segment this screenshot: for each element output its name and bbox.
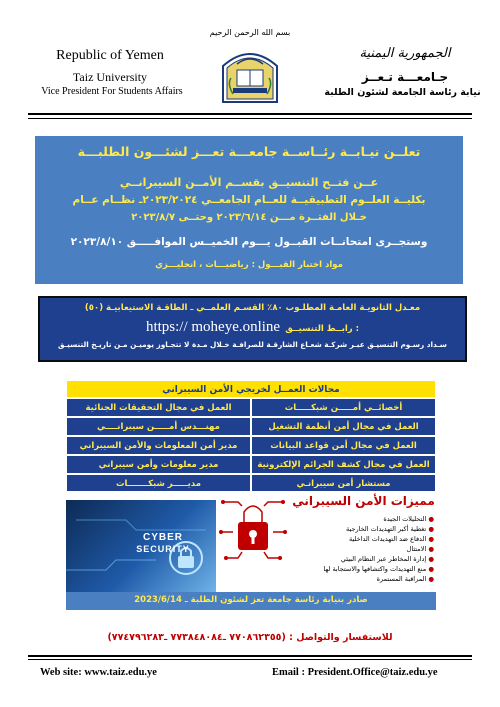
contact-text: للاستفسار والتواصل : (٧٧٠٨٦٢٣٥٥ ـ٧٧٣٨٤٨٠٨٤ ـ٧٧٤٧٩٦٢٨٣) xyxy=(107,632,393,643)
announcement-box xyxy=(35,136,463,284)
header-divider xyxy=(28,113,472,115)
announcement-line-2: بكليــة العلــوم التطبيقيــة للعــام الجامعــي ٢٠٢٣/٢٠٢٤ـ نظــام عــام xyxy=(72,194,426,206)
footer-divider-thin xyxy=(28,659,472,660)
bullet-icon: ● xyxy=(426,535,434,543)
basmala: بسم الله الرحمن الرحيم xyxy=(209,28,291,37)
career-field-cell: العمل في مجال أمن قواعد البيانات xyxy=(251,436,436,455)
padlock-circuit-graphic xyxy=(218,492,288,566)
issued-text: صادر بنيابة رئاسة جامعة تعز لشئون الطلبة ـ 2023/6/14 xyxy=(134,595,368,605)
career-fields-header: مجالات العمــل لخريجي الأمن السيبراني xyxy=(66,380,436,398)
requirements-link-row xyxy=(40,316,465,336)
padlock-icon xyxy=(218,492,288,566)
career-field-cell: العمل في مجال أمن أنظمة التشغيل xyxy=(251,417,436,436)
header-left-country: Republic of Yemen xyxy=(56,48,164,63)
announcement-title: تعلــن نيـابــة رئــاســة جامعـــة تعـــز لشئـــون الطلبـــة xyxy=(77,144,421,159)
bullet-icon: ● xyxy=(426,525,434,533)
bullet-icon: ● xyxy=(426,555,434,563)
header-right-university: جـامعـــة تـعــز xyxy=(361,70,449,84)
bullet-icon: ● xyxy=(426,545,434,553)
career-field-cell: مهنـــدس أمـــــن سيبرانــــي xyxy=(66,417,251,436)
photo-caption-cyber: CYBER xyxy=(142,532,183,543)
advantage-item: ● تغطية أكبر التهديدات الخارجية xyxy=(346,525,434,533)
requirements-line-1: معـدل الثانويـة العامـة المطلـوب ٨٠٪ القسـم العلمــي ـ الطاقـة الاستيعابيـة (٥٠) xyxy=(84,303,421,313)
advantage-item: ● الدفاع ضد التهديدات الداخلية xyxy=(349,535,434,543)
registration-link-label: رابــط التنسيــق : xyxy=(285,324,360,334)
career-field-cell: مدير أمن المعلومات والأمن السيبراني xyxy=(66,436,251,455)
footer-email[interactable]: Email : President.Office@taiz.edu.ye xyxy=(272,667,438,678)
career-field-cell: مديـــــر شبكـــــــات xyxy=(66,474,251,492)
advantages-list xyxy=(288,514,434,584)
announcement-line-1: عــن فتــح التنسيــق بقســم الأمــن السيبرانــي xyxy=(119,176,379,189)
taiz-university-seal-icon xyxy=(217,44,283,104)
career-field-cell: العمل في مجال التحقيقات الجنائية xyxy=(66,398,251,417)
footer-website[interactable]: Web site: www.taiz.edu.ye xyxy=(40,667,157,678)
issued-bar xyxy=(66,592,436,610)
advantages-title: مميزات الأمن السيبراني xyxy=(292,494,435,508)
advantage-item: ● المراقبة المستمرة xyxy=(376,575,434,583)
advantage-item: ● التحليلات الجيدة xyxy=(383,515,434,523)
header-left-office: Vice President For Students Affairs xyxy=(41,86,183,97)
advantages-section xyxy=(66,492,436,592)
career-fields-table xyxy=(66,380,436,492)
university-logo xyxy=(217,44,283,104)
registration-link[interactable]: https:// moheye.online xyxy=(145,319,281,335)
advantage-item: ● منع التهديدات واكتشافها والاستجابة لها xyxy=(323,565,434,573)
cyber-security-photo xyxy=(66,500,216,592)
photo-caption-security: SECURITY xyxy=(136,544,190,554)
header-right-office: نيابة رئاسة الجامعة لشئون الطلبة xyxy=(324,87,481,98)
career-field-cell: مستشار أمن سيبرانـي xyxy=(251,474,436,492)
announcement-line-5: مواد اختبار القبـــول : رياضيـــات ، انجليـــزي xyxy=(155,260,343,270)
header-left-university: Taiz University xyxy=(72,70,148,84)
announcement-line-4: وستجــرى امتحانــات القبــول يـــوم الخميــس الموافـــــق ٢٠٢٣/٨/١٠ xyxy=(70,236,428,248)
requirements-box xyxy=(38,296,467,362)
requirements-line-3: سـداد رسـوم التنسيـق عبـر شركـة شعـاع الشارقـة للصرافـة خـلال مـدة لا تتجـاوز يوميـن مـن تاريـخ التنسيـق xyxy=(58,340,447,349)
career-field-cell: أخصائــي أمـــــن شبكـــــات xyxy=(251,398,436,417)
announcement-line-3: خـلال الفتــرة مـــن ٢٠٢٣/٦/١٤ وحتــى ٢٠٢٣/٨/٧ xyxy=(131,212,367,223)
bullet-icon: ● xyxy=(426,515,434,523)
advantage-item: ● الامتثال xyxy=(406,545,434,553)
career-field-cell: العمل في مجال كشف الجرائم الإلكترونية xyxy=(251,455,436,474)
bullet-icon: ● xyxy=(426,575,434,583)
footer-divider xyxy=(28,655,472,657)
bullet-icon: ● xyxy=(426,565,434,573)
career-field-cell: مدير معلومات وأمن سيبراني xyxy=(66,455,251,474)
advantage-item: ● إدارة المخاطر عبر النظام البيئي xyxy=(340,555,434,563)
header-right-country: الجمهورية اليمنية xyxy=(359,46,451,61)
header-divider-thin xyxy=(28,118,472,119)
